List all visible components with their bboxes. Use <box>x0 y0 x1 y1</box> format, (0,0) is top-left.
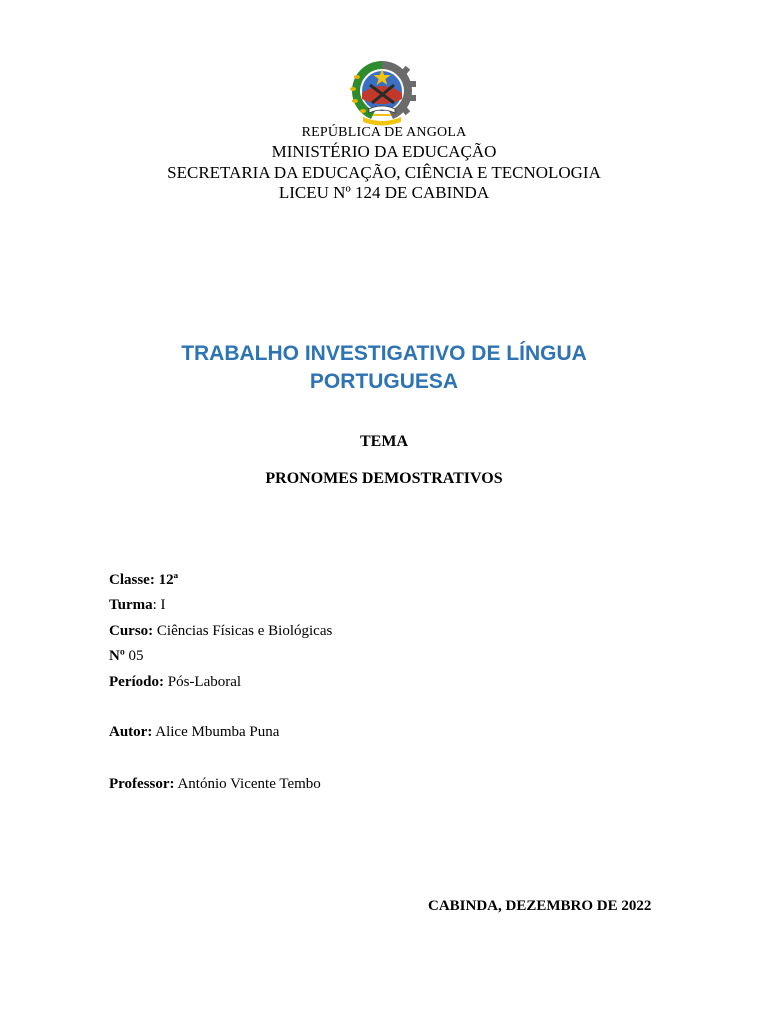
autor-label: Autor: <box>109 724 153 740</box>
info-row-professor <box>109 776 321 793</box>
numero-value: 05 <box>128 648 144 664</box>
info-row-periodo <box>109 674 241 691</box>
periodo-value: Pós-Laboral <box>167 674 242 690</box>
curso-label: Curso: <box>109 623 154 639</box>
document-title <box>0 340 768 396</box>
document-title-line2: PORTUGUESA <box>309 370 459 393</box>
info-row-autor <box>109 724 279 741</box>
professor-label: Professor: <box>109 776 175 792</box>
info-row-numero <box>109 648 144 665</box>
tema-label: TEMA <box>360 433 408 450</box>
info-row-turma <box>109 597 166 614</box>
numero-label: Nº <box>109 648 125 664</box>
header-republica: REPÚBLICA DE ANGOLA <box>301 125 467 140</box>
classe-value: 12ª <box>158 572 179 588</box>
header-liceu: LICEU Nº 124 DE CABINDA <box>278 183 490 202</box>
turma-label: Turma <box>109 597 153 613</box>
document-title-line1: TRABALHO INVESTIGATIVO DE LÍNGUA <box>181 342 587 365</box>
info-row-curso <box>109 623 332 640</box>
place-date: CABINDA, DEZEMBRO DE 2022 <box>428 898 652 914</box>
professor-value: António Vicente Tembo <box>177 776 321 792</box>
classe-label: Classe: <box>109 572 155 588</box>
angola-coat-of-arms-icon <box>343 55 421 127</box>
curso-value: Ciências Físicas e Biológicas <box>156 623 333 639</box>
header-ministerio: MINISTÉRIO DA EDUCAÇÃO <box>271 142 497 161</box>
info-row-classe <box>109 572 178 589</box>
autor-value: Alice Mbumba Puna <box>155 724 280 740</box>
turma-value: : I <box>152 597 166 613</box>
header-secretaria: SECRETARIA DA EDUCAÇÃO, CIÊNCIA E TECNOLOGIA <box>167 163 601 182</box>
tema-value: PRONOMES DEMOSTRATIVOS <box>265 470 503 487</box>
periodo-label: Período: <box>109 674 164 690</box>
